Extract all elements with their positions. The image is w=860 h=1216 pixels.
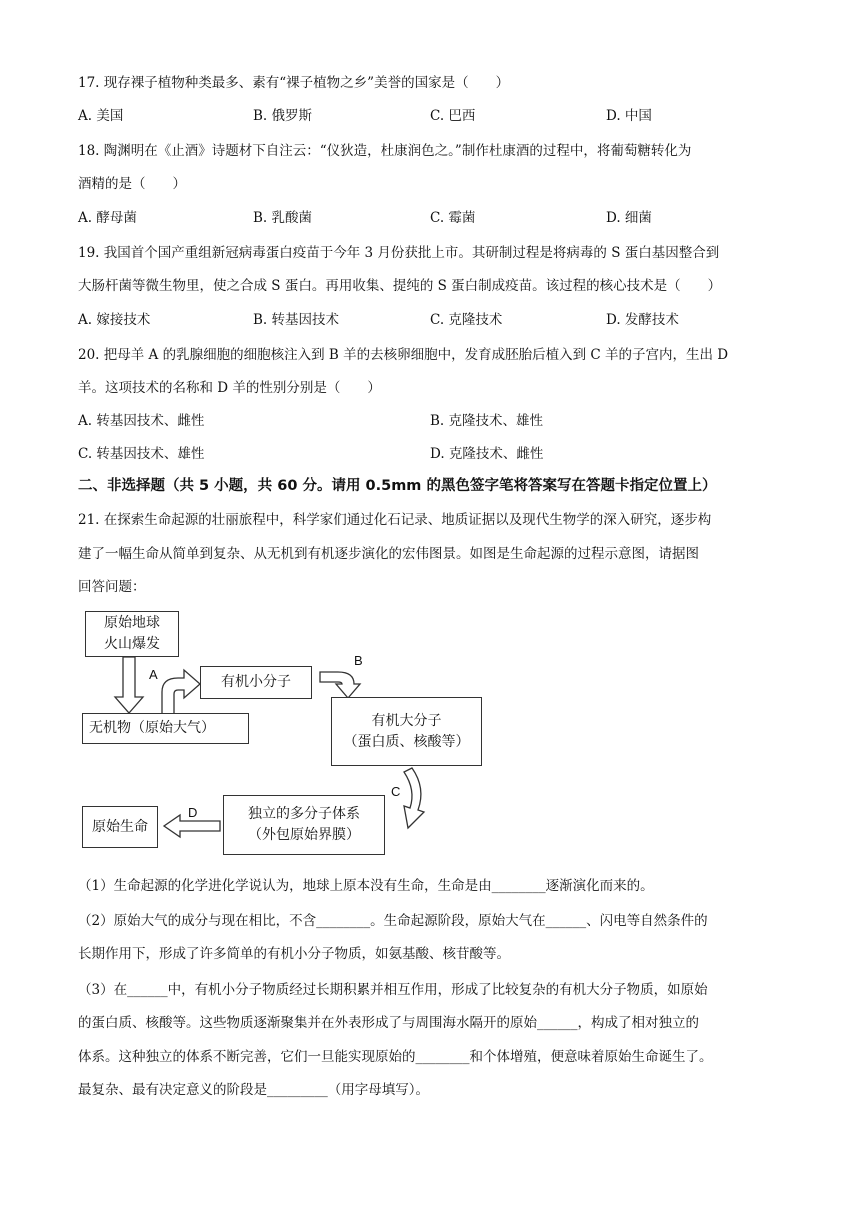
q21-intro-line2: 建了一幅生命从简单到复杂、从无机到有机逐步演化的宏伟图景。如图是生命起源的过程示意图，请据图	[78, 546, 699, 562]
q17-option-b: B. 俄罗斯	[253, 108, 313, 124]
q18-option-d: D. 细菌	[606, 210, 652, 226]
label-d: D	[188, 805, 198, 820]
q21-intro-line3: 回答问题：	[78, 579, 146, 595]
box-primitive-earth	[85, 611, 179, 657]
q20-option-b: B. 克隆技术、雄性	[430, 413, 544, 429]
curved-arrow-a-icon	[158, 668, 202, 716]
label-a: A	[149, 667, 158, 682]
q20-option-c: C. 转基因技术、雄性	[78, 446, 205, 462]
q21-part1: （1）生命起源的化学进化学说认为，地球上原本没有生命，生命是由________逐渐演化而来的。	[78, 878, 654, 894]
q19-option-c: C. 克隆技术	[430, 312, 503, 328]
box-primitive-earth-line2: 火山爆发	[104, 636, 160, 652]
q17-stem: 17. 现存裸子植物种类最多、素有“裸子植物之乡”美誉的国家是（ ）	[78, 75, 510, 91]
left-arrow-icon	[162, 815, 222, 837]
curved-arrow-c-icon	[396, 766, 428, 832]
q21-part3-line1: （3）在______中，有机小分子物质经过长期积累并相互作用，形成了比较复杂的有机大分子物质，如原始	[78, 982, 708, 998]
box-inorganic: 无机物（原始大气）	[82, 713, 249, 744]
box-multimolecular	[223, 795, 385, 855]
box-large-organic-line1: 有机大分子	[371, 712, 442, 729]
q17-option-c: C. 巴西	[430, 108, 476, 124]
label-b: B	[354, 653, 363, 668]
box-multimolecular-line1: 独立的多分子体系	[248, 806, 360, 822]
q21-part3-line3: 体系。这种独立的体系不断完善，它们一旦能实现原始的________和个体增殖，便意味着原始生命诞生了。	[78, 1049, 713, 1065]
box-multimolecular-line2: （外包原始界膜）	[248, 827, 360, 843]
box-large-organic	[331, 697, 482, 766]
q19-option-a: A. 嫁接技术	[78, 312, 151, 328]
q17-option-a: A. 美国	[78, 108, 124, 124]
q21-part2-line1: （2）原始大气的成分与现在相比，不含________。生命起源阶段，原始大气在______、闪电等自然条件的	[78, 913, 708, 929]
q19-option-b: B. 转基因技术	[253, 312, 340, 328]
box-large-organic-line2: （蛋白质、核酸等）	[343, 733, 470, 750]
q19-stem-line2: 大肠杆菌等微生物里，使之合成 S 蛋白。再用收集、提纯的 S 蛋白制成疫苗。该过程的核心技术是（ ）	[78, 278, 722, 294]
q21-part2-line2: 长期作用下，形成了许多简单的有机小分子物质，如氨基酸、核苷酸等。	[78, 946, 510, 962]
q18-option-c: C. 霉菌	[430, 210, 476, 226]
down-arrow-icon	[115, 657, 145, 715]
q19-option-d: D. 发酵技术	[606, 312, 679, 328]
q17-option-d: D. 中国	[606, 108, 652, 124]
q21-part3-line2: 的蛋白质、核酸等。这些物质逐渐聚集并在外表形成了与周围海水隔开的原始______，构成了相对独立的	[78, 1015, 699, 1031]
q18-option-a: A. 酵母菌	[78, 210, 137, 226]
q20-stem-line2: 羊。这项技术的名称和 D 羊的性别分别是（ ）	[78, 380, 381, 396]
section-heading: 二、非选择题（共 5 小题，共 60 分。请用 0.5mm 的黑色签字笔将答案写在答题卡指定位置上）	[78, 478, 717, 494]
q21-intro-line1: 21. 在探索生命起源的壮丽旅程中，科学家们通过化石记录、地质证据以及现代生物学的深入研究，逐步构	[78, 512, 712, 528]
box-primitive-earth-line1: 原始地球	[104, 615, 160, 631]
q18-stem-line1: 18. 陶渊明在《止酒》诗题材下自注云：“仪狄造，杜康润色之。”制作杜康酒的过程中，将葡萄糖转化为	[78, 143, 692, 159]
q20-option-d: D. 克隆技术、雌性	[430, 446, 544, 462]
q18-stem-line2: 酒精的是（ ）	[78, 176, 186, 192]
label-c: C	[391, 784, 401, 799]
q20-stem-line1: 20. 把母羊 A 的乳腺细胞的细胞核注入到 B 羊的去核卵细胞中，发育成胚胎后植入到 C 羊的子宫内，生出 D	[78, 347, 729, 363]
q21-part3-line4: 最复杂、最有决定意义的阶段是_________（用字母填写）。	[78, 1082, 429, 1098]
box-small-organic: 有机小分子	[200, 666, 312, 699]
q19-stem-line1: 19. 我国首个国产重组新冠病毒蛋白疫苗于今年 3 月份获批上市。其研制过程是将病毒的 S 蛋白基因整合到	[78, 245, 720, 261]
q20-option-a: A. 转基因技术、雌性	[78, 413, 205, 429]
q18-option-b: B. 乳酸菌	[253, 210, 313, 226]
curved-arrow-b-icon	[318, 660, 366, 700]
box-primitive-life: 原始生命	[82, 806, 158, 848]
